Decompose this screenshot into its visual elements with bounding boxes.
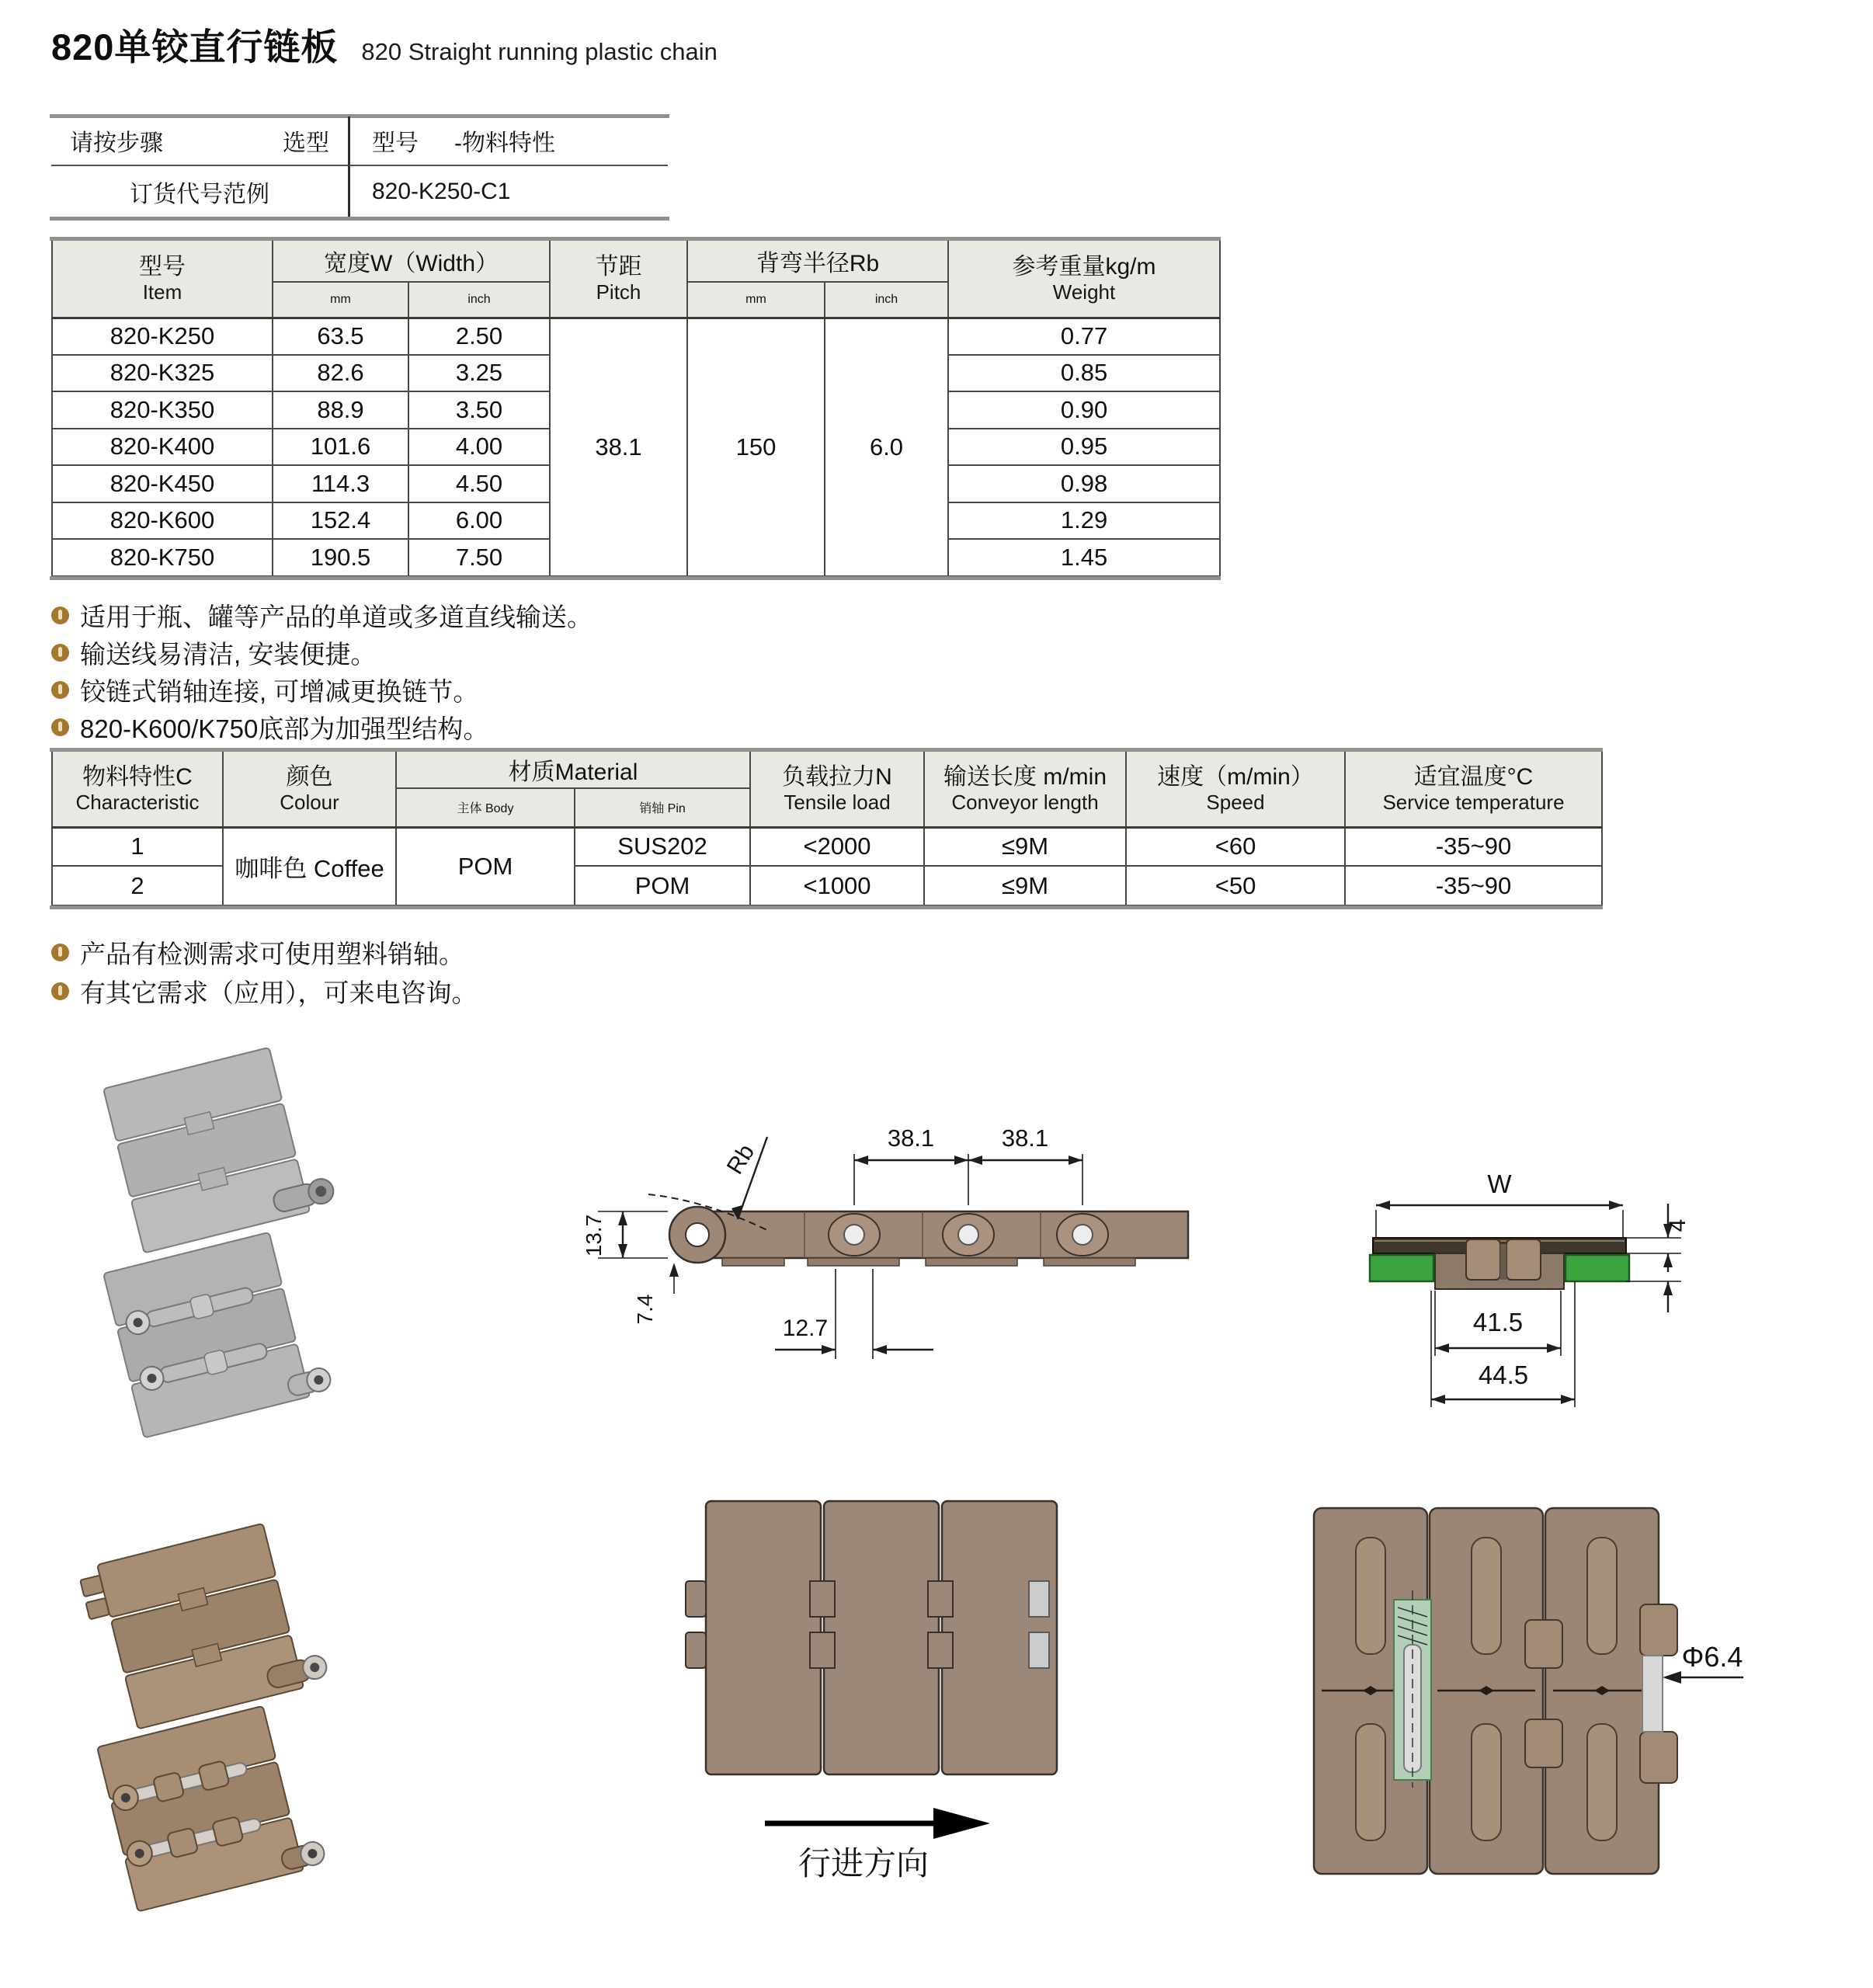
right-joint-pin	[1640, 1604, 1677, 1783]
col-pitch	[550, 240, 687, 318]
col-rb	[687, 240, 948, 282]
col-colour-zh: 颜色	[286, 764, 333, 791]
note-text: 产品有检测需求可使用塑料销轴。	[80, 939, 464, 968]
cell-mm: 101.6	[273, 429, 408, 466]
col-width-inch: inch	[408, 282, 550, 318]
direction-label: 行进方向	[798, 1845, 930, 1882]
col-width-mm: mm	[273, 282, 408, 318]
cell-mm: 82.6	[273, 355, 408, 392]
dim-13-7-label: 13.7	[582, 1214, 606, 1257]
cell-item: 820-K350	[52, 391, 273, 429]
col-pin: 销轴 Pin	[575, 788, 750, 827]
order-model-label: 型号	[372, 130, 419, 156]
cell-body: POM	[396, 827, 575, 905]
top-view-drawing	[683, 1491, 1087, 1887]
dim-44-5-label: 44.5	[1478, 1361, 1529, 1389]
cell-characteristic: 1	[52, 827, 223, 866]
material-table	[51, 750, 1603, 906]
dim-rb-label: Rb	[721, 1139, 760, 1179]
page-title-zh: 820单铰直行链板	[51, 26, 339, 68]
page-title-en: 820 Straight running plastic chain	[361, 38, 718, 65]
col-service-temperature	[1345, 751, 1602, 827]
brown-chain-photo	[35, 1518, 447, 1906]
cell-inch: 6.00	[408, 502, 550, 540]
cell-item: 820-K325	[52, 355, 273, 392]
col-pitch-en: Pitch	[596, 280, 641, 304]
cross-section-drawing	[1351, 1157, 1802, 1421]
material-table-top-rule	[50, 748, 1603, 752]
col-item-en: Item	[142, 280, 182, 304]
dim-41-5-label: 41.5	[1472, 1308, 1524, 1336]
cell-inch: 2.50	[408, 318, 550, 355]
pin-slot	[1029, 1632, 1049, 1668]
note-text: 输送线易清洁, 安装便捷。	[80, 639, 377, 669]
cell-mm: 88.9	[273, 391, 408, 429]
note-bullet-icon	[51, 644, 69, 662]
cell-pitch: 38.1	[550, 318, 687, 576]
dim-pin-diameter-label: Φ6.4	[1681, 1641, 1743, 1673]
cell-speed: <50	[1126, 866, 1345, 905]
order-material-label: -物料特性	[454, 130, 555, 156]
bottom-view-drawing	[1289, 1491, 1817, 1895]
cell-length: ≤9M	[924, 827, 1126, 866]
col-conveyor-length	[924, 751, 1126, 827]
note-bullet-icon	[51, 944, 69, 961]
order-select-label: 选型	[283, 130, 329, 156]
table-row	[52, 318, 1220, 355]
cell-pin: SUS202	[575, 827, 750, 866]
brown-bottom-view-render	[97, 1700, 327, 1911]
col-rb-inch: inch	[825, 282, 948, 318]
table-row	[52, 827, 1602, 866]
note-line	[51, 974, 478, 1008]
col-pitch-zh: 节距	[595, 254, 642, 280]
wear-strip-left	[1370, 1255, 1433, 1281]
col-item-zh: 型号	[139, 254, 186, 280]
col-colour-en: Colour	[280, 791, 339, 815]
pin-slot	[1029, 1581, 1049, 1617]
dim-38-1-right: 38.1	[1001, 1124, 1049, 1152]
col-speed-zh: 速度（m/min）	[1157, 764, 1314, 791]
cut-joint-highlight	[1394, 1590, 1431, 1788]
col-tensile-load	[750, 751, 924, 827]
dim-7-4-label: 7.4	[633, 1294, 657, 1325]
note-text: 适用于瓶、罐等产品的单道或多道直线输送。	[80, 602, 592, 631]
col-load-zh: 负载拉力N	[782, 764, 892, 791]
cell-mm: 152.4	[273, 502, 408, 540]
cell-item: 820-K400	[52, 429, 273, 466]
pin-boss	[829, 1214, 1108, 1256]
col-rb-zh: 背弯半径Rb	[756, 251, 880, 276]
note-bullet-icon	[51, 718, 69, 736]
note-line	[51, 673, 478, 707]
order-example-label-cell	[51, 166, 348, 217]
order-step-label: 请按步骤	[70, 130, 163, 156]
cell-characteristic: 2	[52, 866, 223, 905]
dim-38-1-left: 38.1	[887, 1124, 935, 1152]
cell-mm: 190.5	[273, 539, 408, 576]
col-weight-en: Weight	[1052, 280, 1116, 304]
brown-top-view-render	[78, 1517, 330, 1734]
col-item	[52, 240, 273, 318]
side-view-drawing	[575, 1103, 1211, 1413]
order-example-value: 820-K250-C1	[372, 179, 511, 204]
cell-item: 820-K250	[52, 318, 273, 355]
page-title	[51, 19, 718, 71]
cell-load: <1000	[750, 866, 924, 905]
col-weight-zh: 参考重量kg/m	[1012, 254, 1156, 280]
note-text: 铰链式销轴连接, 可增减更换链节。	[80, 676, 479, 706]
col-body: 主体 Body	[396, 788, 575, 827]
col-rb-mm: mm	[687, 282, 825, 318]
cell-inch: 3.25	[408, 355, 550, 392]
col-colour	[223, 751, 396, 827]
cell-item: 820-K750	[52, 539, 273, 576]
cell-load: <2000	[750, 827, 924, 866]
gray-bottom-view-render	[103, 1226, 333, 1437]
cell-item: 820-K450	[52, 465, 273, 502]
cell-colour: 咖啡色 Coffee	[223, 827, 396, 905]
col-load-en: Tensile load	[784, 791, 891, 815]
wear-strip-right	[1565, 1255, 1629, 1281]
gray-top-view-render	[103, 1041, 337, 1253]
col-characteristic-en: Characteristic	[75, 791, 200, 815]
cell-inch: 4.00	[408, 429, 550, 466]
note-line	[51, 635, 376, 669]
note-text: 820-K600/K750底部为加强型结构。	[80, 714, 489, 743]
cell-weight: 0.85	[948, 355, 1220, 392]
order-example-value-cell	[348, 166, 668, 217]
col-speed-en: Speed	[1206, 791, 1265, 815]
order-code-table	[51, 116, 668, 217]
dim-12-7-label: 12.7	[782, 1315, 829, 1341]
col-width	[273, 240, 550, 282]
spec-table	[51, 239, 1221, 577]
order-step-cell	[51, 116, 348, 166]
spec-table-top-rule	[50, 237, 1221, 241]
note-bullet-icon	[51, 606, 69, 624]
cell-temp: -35~90	[1345, 866, 1602, 905]
cell-item: 820-K600	[52, 502, 273, 540]
cell-temp: -35~90	[1345, 827, 1602, 866]
cell-inch: 7.50	[408, 539, 550, 576]
cell-inch: 3.50	[408, 391, 550, 429]
cell-pin: POM	[575, 866, 750, 905]
cell-weight: 0.98	[948, 465, 1220, 502]
col-material	[396, 751, 750, 788]
cell-mm: 114.3	[273, 465, 408, 502]
dim-w-label: W	[1487, 1170, 1512, 1198]
dim-4-label: 4	[1665, 1218, 1691, 1232]
col-characteristic-zh: 物料特性C	[82, 764, 193, 791]
cell-weight: 1.45	[948, 539, 1220, 576]
col-length-zh: 输送长度 m/min	[943, 764, 1107, 791]
gray-chain-photo	[43, 1041, 443, 1406]
cell-mm: 63.5	[273, 318, 408, 355]
note-text: 有其它需求（应用），可来电咨询。	[80, 978, 478, 1007]
material-table-bottom-rule	[50, 905, 1603, 909]
note-line	[51, 710, 488, 744]
order-example-label: 订货代号范例	[130, 182, 269, 207]
col-material-label: 材质Material	[508, 759, 638, 785]
cell-weight: 0.90	[948, 391, 1220, 429]
col-temp-zh: 适宜温度°C	[1413, 764, 1534, 791]
cell-inch: 4.50	[408, 465, 550, 502]
order-format-cell	[348, 116, 668, 166]
note-bullet-icon	[51, 681, 69, 699]
col-speed	[1126, 751, 1345, 827]
col-width-zh: 宽度W（Width）	[324, 251, 499, 276]
col-weight	[948, 240, 1220, 318]
note-line	[51, 935, 464, 969]
note-line	[51, 598, 592, 632]
cell-rb-mm: 150	[687, 318, 825, 576]
cell-weight: 0.95	[948, 429, 1220, 466]
order-table-bottom-rule	[50, 217, 669, 221]
cell-weight: 1.29	[948, 502, 1220, 540]
cell-length: ≤9M	[924, 866, 1126, 905]
col-characteristic	[52, 751, 223, 827]
col-temp-en: Service temperature	[1382, 791, 1565, 815]
spec-table-bottom-rule	[50, 576, 1221, 580]
note-bullet-icon	[51, 982, 69, 1000]
cell-speed: <60	[1126, 827, 1345, 866]
cell-weight: 0.77	[948, 318, 1220, 355]
cell-rb-inch: 6.0	[825, 318, 948, 576]
col-length-en: Conveyor length	[951, 791, 1099, 815]
direction-arrow	[765, 1808, 990, 1839]
